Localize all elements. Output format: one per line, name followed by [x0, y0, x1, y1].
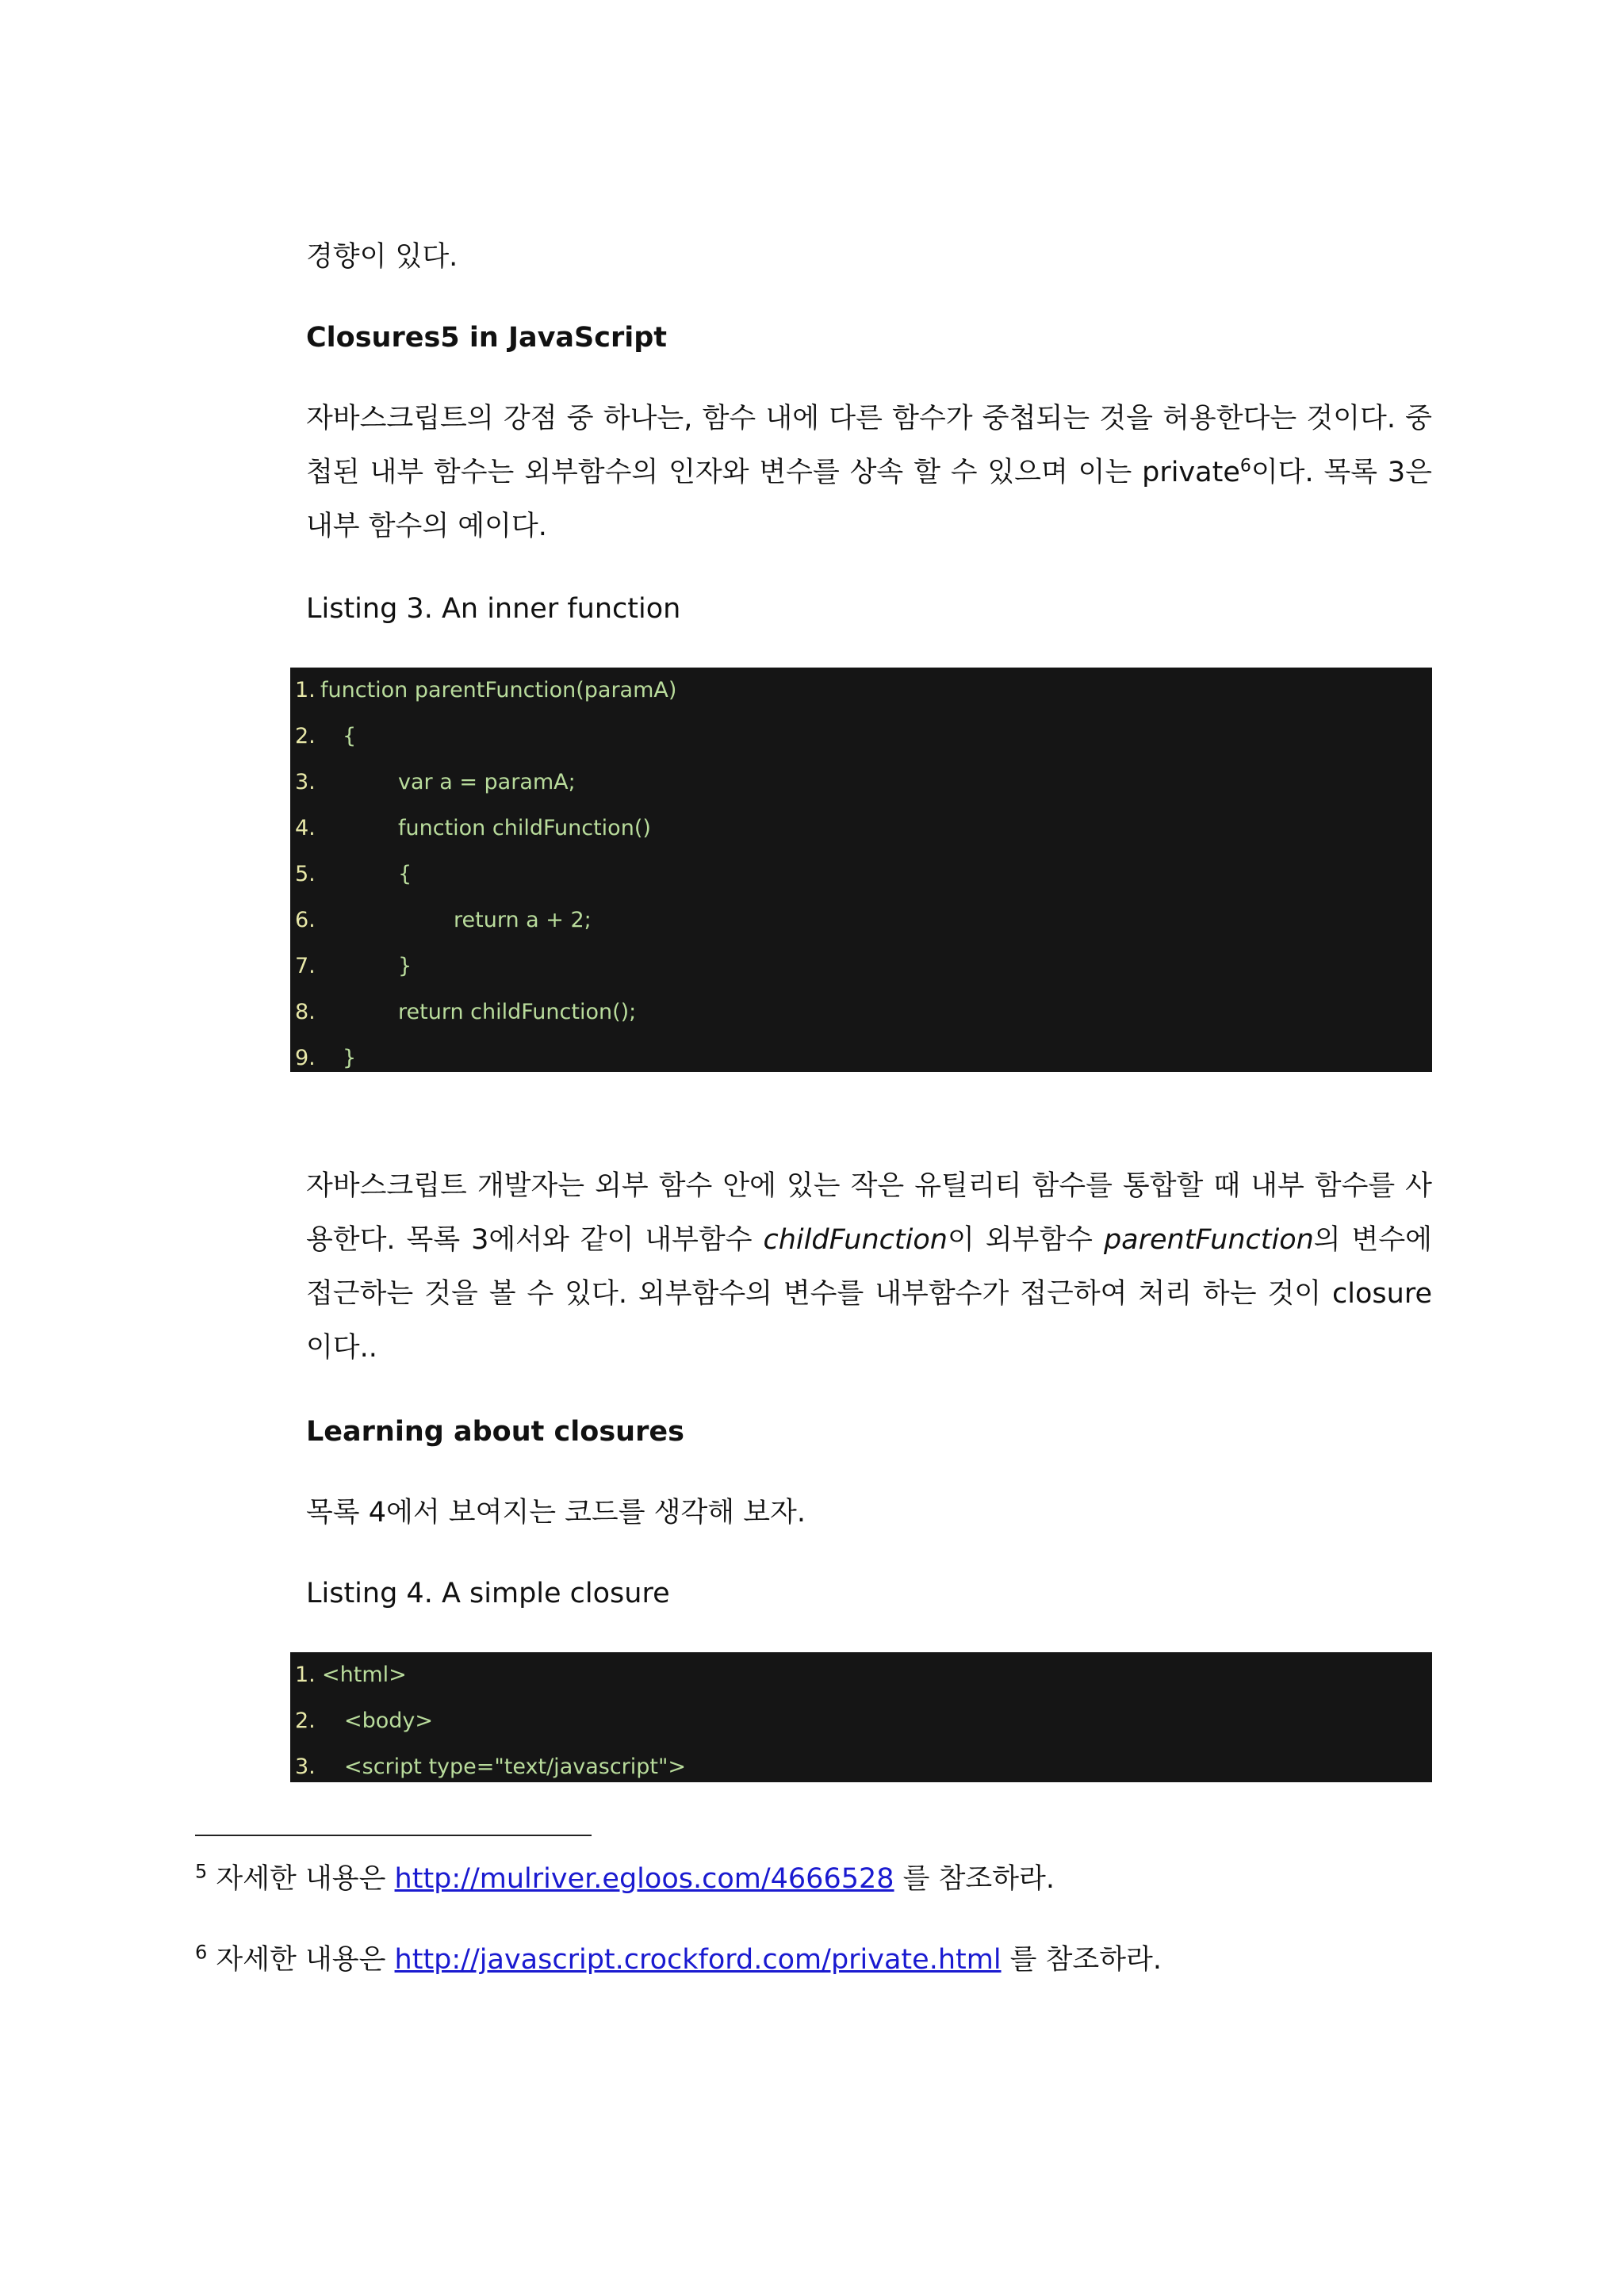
line-number: 7. — [295, 954, 316, 978]
code-line — [290, 943, 1432, 989]
line-number: 6. — [295, 908, 316, 932]
code-line — [290, 897, 1432, 943]
footnote-5 — [195, 1855, 1055, 1903]
footnote-text: 자세한 내용은 — [216, 1863, 395, 1895]
line-number: 1. — [295, 678, 316, 702]
code-text: return childFunction(); — [398, 1000, 637, 1024]
code-line — [290, 1652, 1432, 1698]
code-text: function childFunction() — [398, 816, 651, 840]
line-number: 9. — [295, 1046, 316, 1070]
code-line — [290, 1698, 1432, 1744]
listing-4-caption: Listing 4. A simple closure — [306, 1578, 670, 1609]
code-text: var a = paramA; — [398, 770, 576, 794]
code-line — [290, 714, 1432, 760]
code-text: { — [398, 862, 412, 886]
code-line — [290, 989, 1432, 1035]
code-text: } — [398, 954, 412, 978]
paragraph-text: 의 변수에 접근하는 것을 볼 수 있다. 외부함수의 변수를 내부함수가 접근하여 처리 하는 것이 closure이다.. — [306, 1224, 1432, 1364]
code-text: <script type="text/javascript"> — [344, 1755, 687, 1779]
paragraph-text: 이다. 목록 3은 내부 함수의 예이다. — [306, 457, 1432, 542]
line-number: 2. — [295, 1709, 316, 1733]
footnote-mark: 6 — [195, 1941, 208, 1964]
footnote-link[interactable]: http://mulriver.egloos.com/4666528 — [394, 1863, 894, 1895]
code-line — [290, 668, 1432, 714]
listing-3-code-block — [290, 668, 1432, 1072]
code-line — [290, 760, 1432, 806]
footnote-separator — [195, 1835, 592, 1836]
paragraph-text: 자바스크립트의 강점 중 하나는, 함수 내에 다른 함수가 중첩되는 것을 허용한다는 것이다. 중첩된 내부 함수는 외부함수의 인자와 변수를 상속 할 수 있으며 이는 private — [306, 403, 1432, 488]
footnote-6 — [195, 1936, 1162, 1984]
paragraph-listing-4-intro: 목록 4에서 보여지는 코드를 생각해 보자. — [306, 1497, 806, 1529]
footnote-ref-6[interactable]: 6 — [1239, 456, 1251, 476]
code-term-childfunction: childFunction — [763, 1224, 948, 1256]
paragraph-text: 이 외부함수 — [947, 1224, 1104, 1256]
line-number: 2. — [295, 724, 316, 748]
paragraph-inner-function-usage — [306, 1159, 1432, 1375]
line-number: 8. — [295, 1000, 316, 1024]
code-term-parentfunction: parentFunction — [1103, 1224, 1314, 1256]
code-text: <html> — [322, 1663, 407, 1687]
code-text: } — [343, 1046, 357, 1070]
line-number: 3. — [295, 770, 316, 794]
code-text: function parentFunction(paramA) — [320, 678, 677, 702]
footnote-mark: 5 — [195, 1860, 208, 1883]
section-heading-closures: Closures5 in JavaScript — [306, 322, 668, 354]
footnote-text: 를 참조하라. — [894, 1863, 1055, 1895]
code-text: <body> — [344, 1709, 434, 1733]
section-heading-learning-closures: Learning about closures — [306, 1416, 684, 1448]
listing-4-code-block — [290, 1652, 1432, 1782]
line-number: 4. — [295, 816, 316, 840]
line-number: 1. — [295, 1663, 316, 1687]
code-line — [290, 806, 1432, 851]
code-line — [290, 1744, 1432, 1790]
footnote-text: 자세한 내용은 — [216, 1944, 395, 1976]
code-text: { — [343, 724, 357, 748]
code-line — [290, 1035, 1432, 1081]
intro-text: 경향이 있다. — [306, 241, 458, 273]
line-number: 5. — [295, 862, 316, 886]
line-number: 3. — [295, 1755, 316, 1779]
paragraph-text: 자바스크립트 개발자는 외부 함수 안에 있는 작은 유틸리티 함수를 통합할 때 내부 함수를 사용한다. 목록 3에서와 같이 내부함수 — [306, 1170, 1432, 1256]
paragraph-inner-functions — [306, 392, 1432, 553]
listing-3-caption: Listing 3. An inner function — [306, 593, 681, 625]
code-text: return a + 2; — [454, 908, 592, 932]
code-line — [290, 851, 1432, 897]
footnote-link[interactable]: http://javascript.crockford.com/private.html — [394, 1944, 1002, 1976]
footnote-text: 를 참조하라. — [1001, 1944, 1162, 1976]
